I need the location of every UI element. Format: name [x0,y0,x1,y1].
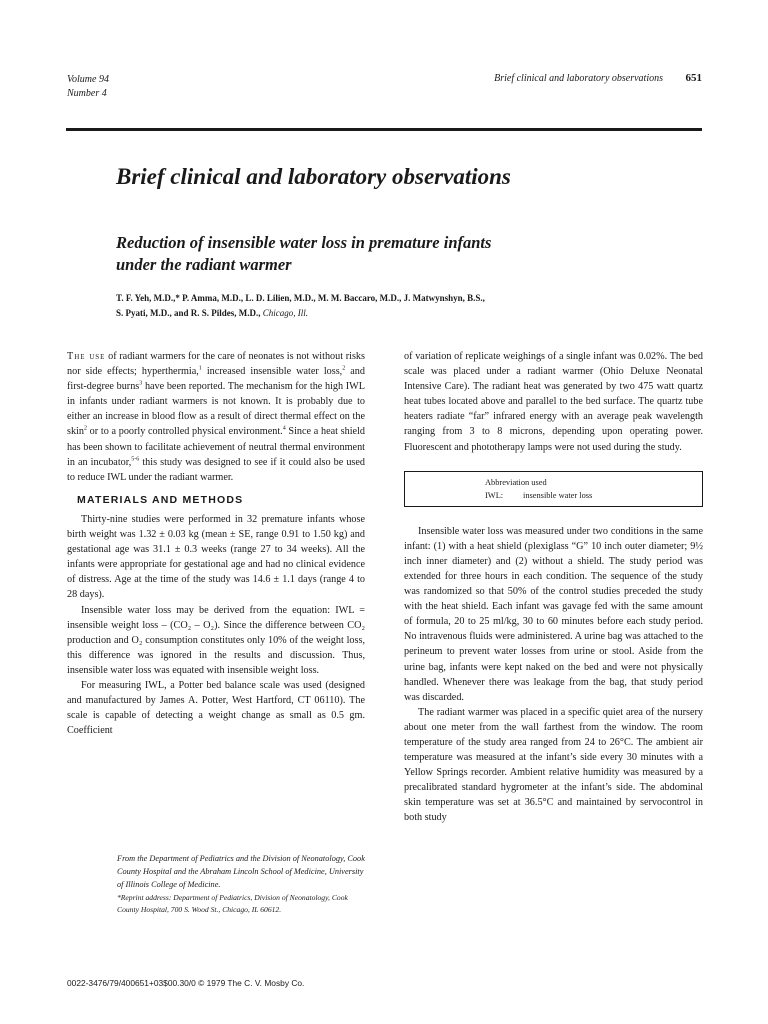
authors-line2 [116,306,676,321]
volume-label: Volume 94 [67,74,109,85]
journal-issue-info [67,73,109,101]
author-location: Chicago, Ill. [262,308,309,318]
abbreviation-value: insensible water loss [523,490,593,500]
intro-text-4: have been reported. The mechanism for the high IWL in infants under radiant warmers is not known. It is probably due to either an increase in blood flow as a result of direct thermal effect on the skin [67,381,365,438]
methods-paragraph-3: For measuring IWL, a Potter bed balance scale was used (designed and manufactured by James A. Potter, West Hartford, CT 06110). The scale is capable of detecting a weight change as small as 0.5 gm. Coefficient [67,679,365,737]
methods-paragraph-2: Insensible water loss may be derived from the equation: IWL = insensible weight loss – (CO₂ – O₂). Since the difference between CO₂ production and O₂ consumption constitutes only 10% of the weight loss, this difference was ignored in the results and discussion. Thus, insensible water loss was equated with insensible weight loss. [67,604,365,676]
abbreviation-title: Abbreviation used [485,477,547,487]
intro-text-5: or to a poorly controlled physical environment. [86,426,283,438]
authors-line1: T. F. Yeh, M.D.,* P. Amma, M.D., L. D. Lilien, M.D., M. M. Baccaro, M.D., J. Matwynshyn, B.S., [116,293,485,303]
methods-heading: MATERIALS AND METHODS [77,493,244,506]
intro-text-2: increased insensible water loss, [201,366,343,378]
methods-paragraph-1: Thirty-nine studies were performed in 32 premature infants whose birth weight was 1.32 ± 0.03 kg (mean ± SE, range 0.91 to 1.50 kg) and gestational age was 31.1 ± 0.3 weeks (range 27 to 34 weeks). All the infants were appropriate for gestational age and had no clinical evidence of distress. Age at the time of the study was 14.6 ± 1.1 days (range 4 to 28 days). [67,513,365,601]
intro-text-6: Since a heat shield has been shown to facilitate achievement of neutral thermal environment in an incubator, [67,426,365,468]
intro-lead-in: The use [67,351,106,362]
left-column [67,349,365,738]
ref-6: 5-6 [131,456,140,463]
article-title-line2: under the radiant warmer [116,255,292,274]
article-title-line1: Reduction of insensible water loss in premature infants [116,233,492,252]
article-title [116,232,676,276]
right-paragraph-3: The radiant warmer was placed in a specific quiet area of the nursery about one meter from the wall farthest from the window. The room temperature of the study area ranged from 24 to 26°C. The ambient air temperature was measured at the infant’s side every 30 minutes with a Yellow Springs recorder. Ambient relative humidity was measured by a precalibrated standard hygrometer at the infant’s side. The abdominal skin temperature was set at 36.5°C and maintained by servocontrol in both study [404,706,703,824]
right-paragraph-1: of variation of replicate weighings of a single infant was 0.02%. The bed scale was placed under a radiant warmer (Ohio Deluxe Neonatal Intensive Care). The radiant heat was generated by two 475 watt quartz heat tubes located above and parallel to the bed surface. The quartz tube heaters radiate “far” infrared energy with an average peak wavelength ranging from 3 to 8 microns, depending upon operating power. Fluorescent and phototherapy lamps were not used during the study. [404,351,703,453]
abbreviation-key: IWL: [485,490,504,500]
abbreviation-box [404,471,703,507]
footnote-affiliation: From the Department of Pediatrics and the Division of Neonatology, Cook County Hospital and the Abraham Lincoln School of Medicine, University of Illinois College of Medicine. [117,854,365,889]
copyright-line: 0022-3476/79/400651+03$00.30/0 © 1979 The C. V. Mosby Co. [67,978,305,988]
running-header [494,72,702,84]
page-number: 651 [685,72,702,84]
intro-text-3: and first-degree burns [67,366,365,393]
right-column [404,349,703,826]
header-rule [66,128,702,131]
ref-5: 4 [282,426,286,433]
ref-4: 2 [83,426,87,433]
footnote-reprint-address: *Reprint address: Department of Pediatrics, Division of Neonatology, Cook County Hospital, 700 S. Wood St., Chicago, IL 60612. [117,893,348,914]
right-paragraph-2: Insensible water loss was measured under two conditions in the same infant: (1) with a heat shield (plexiglass “G” 10 inch outer diameter; 9½ inch inner diameter) and (2) without a shield. The study period was extended for three hours in each condition. The sequence of the study was randomized so that 50% of the control studies preceded the study with the heat shield. Each infant was gavage fed with the same amount of formula, 20 to 25 ml/kg, 30 to 60 minutes before each study period. No intravenous fluids were administered. A urine bag was attached to the perineum to prevent water losses from urine or stool. Aside from the urine bag, infants were kept naked on the bed and were not physically handled. Whenever there was leakage from the bag, that study period was discarded. [404,525,703,703]
ref-2: 2 [342,365,346,372]
section-title: Brief clinical and laboratory observations [116,164,511,189]
intro-text-1: of radiant warmers for the care of neonates is not without risks nor side effects; hyperthermia, [67,351,365,378]
author-list [116,291,676,321]
number-label: Number 4 [67,88,107,99]
authors-line2-names: S. Pyati, M.D., and R. S. Pildes, M.D., [116,308,261,318]
intro-paragraph [67,349,365,485]
abbreviation-row [485,489,702,502]
footnote [117,852,367,915]
ref-1: 1 [198,365,202,372]
running-title: Brief clinical and laboratory observations [494,73,663,84]
intro-text-7: this study was designed to see if it could also be used to reduce IWL under the radiant warmer. [67,456,365,483]
ref-3: 3 [139,380,143,387]
